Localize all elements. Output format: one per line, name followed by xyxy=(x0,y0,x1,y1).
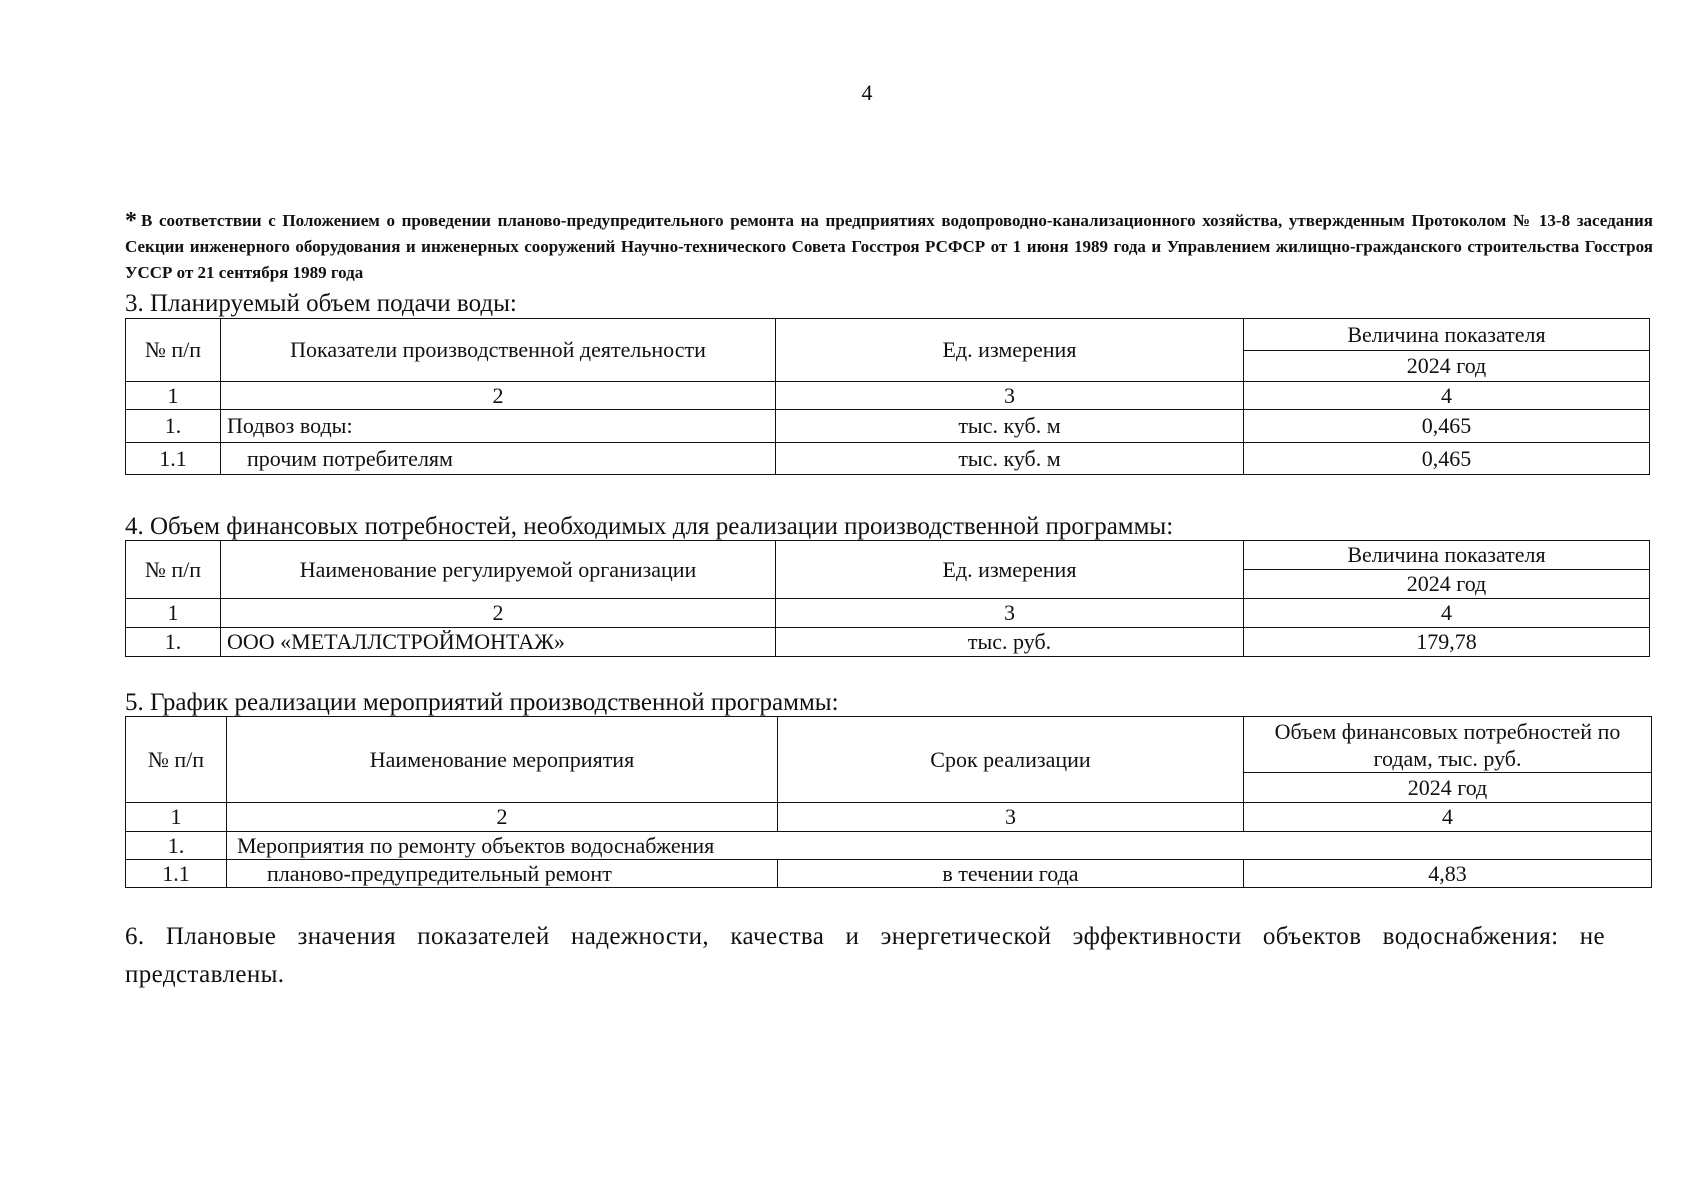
column-numbering-row xyxy=(126,599,1650,628)
group-name: Мероприятия по ремонту объектов водоснабжения xyxy=(227,832,1652,860)
column-numbering-row xyxy=(126,803,1652,832)
col-number: 3 xyxy=(776,382,1244,410)
column-numbering-row xyxy=(126,382,1650,410)
page-number: 4 xyxy=(861,80,873,105)
col-number: 2 xyxy=(227,803,778,832)
row-num: 1. xyxy=(126,832,227,860)
header-row xyxy=(126,717,1652,773)
header-name: Наименование регулируемой организации xyxy=(221,541,776,599)
header-year: 2024 год xyxy=(1244,351,1650,382)
header-num: № п/п xyxy=(126,319,221,382)
section-5-title: 5. График реализации мероприятий производственной программы: xyxy=(125,689,839,716)
header-unit: Ед. измерения xyxy=(776,319,1244,382)
row-num: 1.1 xyxy=(126,860,227,888)
col-number: 1 xyxy=(126,599,221,628)
water-supply-table xyxy=(125,318,1650,475)
footnote xyxy=(125,208,1653,286)
col-number: 4 xyxy=(1244,382,1650,410)
section-6-text: 6. Плановые значения показателей надежности, качества и энергетической эффективности объектов водоснабжения: не представлены. xyxy=(125,923,1605,988)
header-name: Наименование мероприятия xyxy=(227,717,778,803)
table-row xyxy=(126,628,1650,657)
header-num: № п/п xyxy=(126,541,221,599)
header-term: Срок реализации xyxy=(778,717,1244,803)
row-term: в течении года xyxy=(778,860,1244,888)
row-value: 4,83 xyxy=(1244,860,1652,888)
section-4-title: 4. Объем финансовых потребностей, необходимых для реализации производственной программы: xyxy=(125,513,1174,540)
row-name: ООО «МЕТАЛЛСТРОЙМОНТАЖ» xyxy=(221,628,776,657)
col-number: 2 xyxy=(221,382,776,410)
footnote-marker: * xyxy=(125,208,137,234)
footnote-text: В соответствии с Положением о проведении планово-предупредительного ремонта на предприятиях водопроводно-канализационного хозяйства, утвержденным Протоколом № 13-8 заседания Секции инженерного оборудования и инженерных сооружений Научно-технического Совета Госстроя РСФСР от 1 июня 1989 года и Управлением жилищно-гражданского строительства Госстроя УССР от 21 сентября 1989 года xyxy=(125,211,1653,282)
col-number: 2 xyxy=(221,599,776,628)
col-number: 4 xyxy=(1244,803,1652,832)
col-number: 3 xyxy=(778,803,1244,832)
row-unit: тыс. куб. м xyxy=(776,410,1244,443)
group-row xyxy=(126,832,1652,860)
header-row xyxy=(126,319,1650,351)
header-year: 2024 год xyxy=(1244,773,1652,803)
section-3-title: 3. Планируемый объем подачи воды: xyxy=(125,290,517,317)
col-number: 1 xyxy=(126,803,227,832)
header-name: Показатели производственной деятельности xyxy=(221,319,776,382)
row-num: 1. xyxy=(126,410,221,443)
header-row xyxy=(126,541,1650,570)
row-value: 0,465 xyxy=(1244,410,1650,443)
header-value: Объем финансовых потребностей по годам, тыс. руб. xyxy=(1244,717,1652,773)
financial-needs-table xyxy=(125,540,1650,657)
header-unit: Ед. измерения xyxy=(776,541,1244,599)
schedule-table xyxy=(125,716,1652,888)
col-number: 1 xyxy=(126,382,221,410)
row-name: планово-предупредительный ремонт xyxy=(227,860,778,888)
col-number: 3 xyxy=(776,599,1244,628)
table-row xyxy=(126,443,1650,475)
row-unit: тыс. куб. м xyxy=(776,443,1244,475)
header-num: № п/п xyxy=(126,717,227,803)
header-year: 2024 год xyxy=(1244,570,1650,599)
row-num: 1.1 xyxy=(126,443,221,475)
row-name: прочим потребителям xyxy=(221,443,776,475)
row-value: 179,78 xyxy=(1244,628,1650,657)
row-value: 0,465 xyxy=(1244,443,1650,475)
row-unit: тыс. руб. xyxy=(776,628,1244,657)
header-value: Величина показателя xyxy=(1244,319,1650,351)
row-num: 1. xyxy=(126,628,221,657)
header-value: Величина показателя xyxy=(1244,541,1650,570)
table-row xyxy=(126,410,1650,443)
row-name: Подвоз воды: xyxy=(221,410,776,443)
col-number: 4 xyxy=(1244,599,1650,628)
table-row xyxy=(126,860,1652,888)
